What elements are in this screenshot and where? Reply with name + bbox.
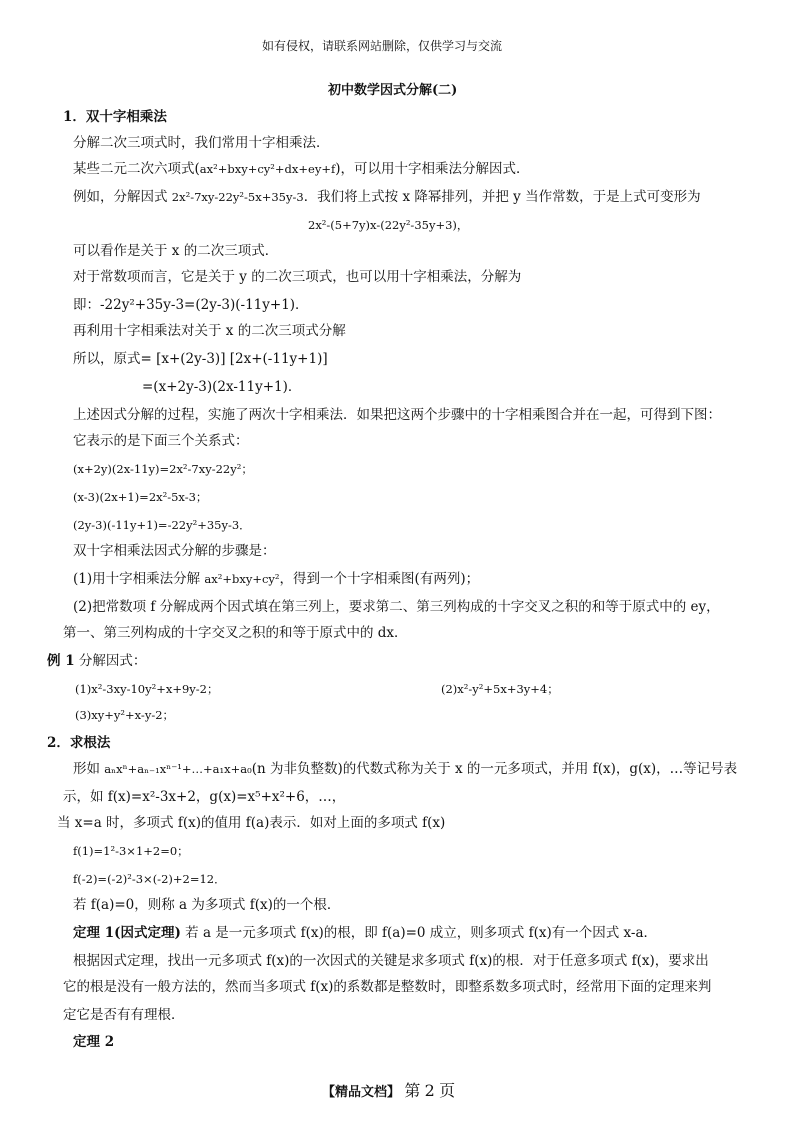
s2-line-4: f(1)=1²-3×1+2=0； — [73, 844, 189, 858]
s2-line-3: 当 x=a 时，多项式 f(x)的值用 f(a)表示．如对上面的多项式 f(x) — [57, 815, 446, 831]
s2-theorem-2: 定理 2 — [73, 1034, 115, 1050]
s1-line-14: (x-3)(2x+1)=2x²-5x-3； — [73, 490, 208, 504]
example-1: 例 1 分解因式： — [47, 653, 147, 669]
theorem-label: 定理 1(因式定理) — [73, 925, 181, 941]
document-title: 初中数学因式分解(二) — [328, 83, 458, 98]
s2-theorem-1: 定理 1(因式定理) 若 a 是一元多项式 f(x)的根，即 f(a)=0 成立，则多项式 f(x)有一个因式 x-a． — [73, 925, 658, 941]
s2-line-1: 形如 aₙxⁿ+aₙ₋₁xⁿ⁻¹+…+a₁x+a₀(n 为非负整数)的代数式称为关于 x 的一元多项式，并用 f(x)，g(x)，…等记号表 — [73, 761, 738, 777]
s1-line-12: 它表示的是下面三个关系式： — [73, 433, 249, 449]
s1-line-7: 即：-22y²+35y-3=(2y-3)(-11y+1)． — [73, 297, 309, 313]
formula: ax²+bxy+cy²+dx+ey+f — [199, 162, 336, 176]
s1-line-5: 可以看作是关于 x 的二次三项式． — [73, 243, 279, 259]
page-footer: 【精品文档】 第 2 页 — [322, 1081, 456, 1100]
example-1-problem-2: (2)x²-y²+5x+3y+4； — [441, 682, 559, 696]
s1-line-3: 例如，分解因式 2x²-7xy-22y²-5x+35y-3．我们将上式按 x 降幂排列，并把 y 当作常数，于是上式可变形为 — [73, 189, 701, 205]
s1-line-13: (x+2y)(2x-11y)=2x²-7xy-22y²； — [73, 462, 253, 476]
s2-line-8: 根据因式定理，找出一元多项式 f(x)的一次因式的关键是求多项式 f(x)的根．对于任意多项式 f(x)，要求出 — [73, 953, 709, 969]
section-heading-2: 2．求根法 — [47, 735, 111, 751]
page-header: 如有侵权，请联系网站删除，仅供学习与交流 — [262, 39, 503, 53]
formula: 2x²-7xy-22y²-5x+35y-3 — [171, 190, 304, 204]
s1-line-18: (2)把常数项 f 分解成两个因式填在第三列上，要求第二、第三列构成的十字交叉之积的和等于原式中的 ey， — [73, 599, 720, 615]
formula: ax²+bxy+cy² — [204, 572, 280, 586]
s1-line-8: 再利用十字相乘法对关于 x 的二次三项式分解 — [73, 323, 346, 339]
s1-line-10: =(x+2y-3)(2x-11y+1)． — [142, 379, 302, 395]
s1-line-19: 第一、第三列构成的十字交叉之积的和等于原式中的 dx． — [63, 625, 408, 641]
s1-line-6: 对于常数项而言，它是关于 y 的二次三项式，也可以用十字相乘法，分解为 — [73, 269, 522, 285]
footer-tag: 【精品文档】 — [322, 1085, 401, 1100]
example-1-problem-1: (1)x²-3xy-10y²+x+9y-2； — [75, 682, 219, 696]
example-label: 例 1 — [47, 653, 75, 669]
s1-line-17: (1)用十字相乘法分解 ax²+bxy+cy²，得到一个十字相乘图(有两列)； — [73, 571, 480, 587]
s2-line-5: f(-2)=(-2)²-3×(-2)+2=12． — [73, 872, 226, 886]
s1-line-16: 双十字相乘法因式分解的步骤是： — [73, 543, 276, 559]
example-1-problem-3: (3)xy+y²+x-y-2； — [75, 708, 175, 722]
formula: aₙxⁿ+aₙ₋₁xⁿ⁻¹+…+a₁x+a₀ — [104, 762, 252, 776]
s2-line-10: 定它是否有有理根． — [63, 1007, 185, 1023]
s1-line-11: 上述因式分解的过程，实施了两次十字相乘法．如果把这两个步骤中的十字相乘图合并在一起，可得到下图： — [73, 407, 721, 423]
s2-line-2: 示，如 f(x)=x²-3x+2，g(x)=x⁵+x²+6，…， — [63, 789, 346, 805]
page-number: 2 — [424, 1081, 435, 1100]
s1-line-9: 所以，原式= [x+(2y-3)] [2x+(-11y+1)] — [73, 351, 328, 367]
section-heading-1: 1．双十字相乘法 — [63, 109, 167, 125]
s2-line-9: 它的根是没有一般方法的，然而当多项式 f(x)的系数都是整数时，即整系数多项式时，经常用下面的定理来判 — [63, 979, 712, 995]
s1-line-2: 某些二元二次六项式(ax²+bxy+cy²+dx+ey+f)，可以用十字相乘法分解因式． — [73, 161, 530, 177]
s2-line-6: 若 f(a)=0，则称 a 为多项式 f(x)的一个根． — [73, 897, 341, 913]
s1-line-1: 分解二次三项式时，我们常用十字相乘法． — [73, 135, 330, 151]
s1-line-4-formula: 2x²-(5+7y)x-(22y²-35y+3)， — [308, 218, 469, 232]
s1-line-15: (2y-3)(-11y+1)=-22y²+35y-3． — [73, 518, 251, 532]
